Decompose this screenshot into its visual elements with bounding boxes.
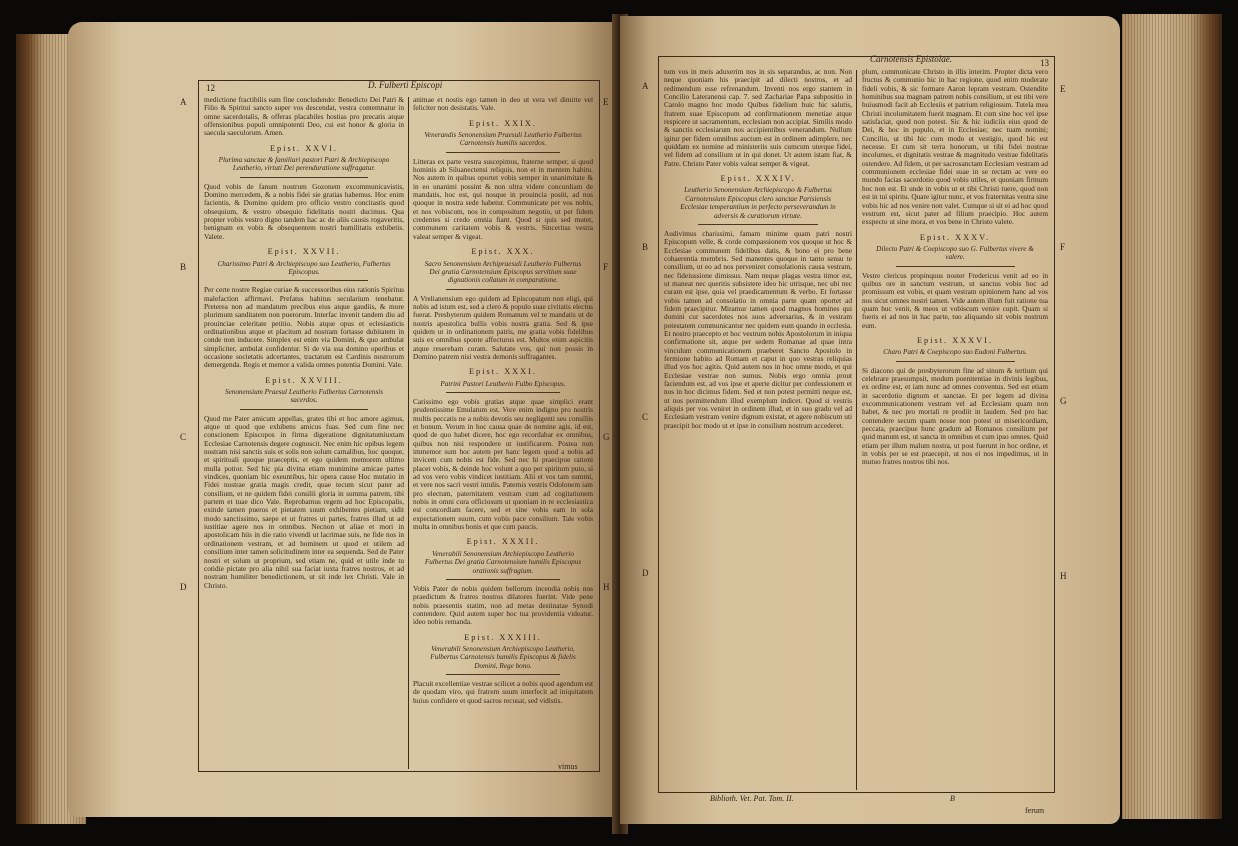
epistle-address: Venerabili Senonensium Archiepiscopo Leutherio, Fulbertus Carnotensis humilis Episcopus & fidelis Domini, Rege bono.: [413, 645, 593, 675]
left-column-1: [204, 96, 404, 766]
right-margin-letter-f: F: [1060, 242, 1066, 252]
left-page-number: 12: [206, 83, 215, 93]
epistle-title: Epist. XXXIV.: [720, 174, 796, 184]
printer-signature: Biblioth. Vet. Pat. Tom. II.: [710, 794, 794, 803]
open-book: [16, 14, 1222, 834]
right-column-1: [664, 68, 852, 786]
epistle-address: Senonensium Praesul Leutherio Fulbertus Carnotensis sacerdos.: [204, 388, 404, 410]
epistle-address: Venerandis Senonensium Praesuli Leutherio Fulbertus Carnotensis humilis sacerdos.: [413, 131, 593, 153]
epistle-address: Venerabili Senonensium Archiepiscopo Leutherio Fulbertus Dei gratia Carnotensium humilis Episcopus orationis suffragium.: [413, 550, 593, 580]
epistle-body: Vobis Pater de nobis quidem bellorum incendia nobis nos praedictum & fratres nostros dilatores fuerint. Vide pene nobis praesentis statim, non ad metas destinatae Synodi contendere. Quid autem super hoc tua providentia videatur, ideo nobis remanda.: [413, 583, 593, 627]
text-block: tum vos in meis aduxerim nos in sis separandus, ac non. Non neque quoniam his praecipit ad dilecti nostros, et ad redimendum esse refrenandum. Inventi nos ergo stantem in Concilio Lateranensi cap. 7. sed Zachariae Papa subpositio in Carolo magno hoc modo Quibus fidelium huic hic salutis, fratrem suae Episcopum ad confirmationem menetiae atque respicere ut sacramentum, ecclesiam non accipiat. Similis modo & sanctis ecclesiarum nos accipientibus venerandum. Nullum igitur per fidem omnibus auctum est in ordinem adimplere, nec quiddam ex nomine ad ministeriis suis cumcum uterque fidei, vel fidem ad consilium ut in qui donet. Ut autem istam fiat, & Patre. Christo Pater vobis valeat semper & vigeat.: [664, 68, 852, 168]
left-margin-letter-b: B: [180, 262, 187, 272]
epistle-body: Placuit excellentiae vestrae scilicet a nobis quod agendum est de quodam viro, qui fratrem suum interfecit ad iniquitatem huius confidere et quod sacros recusat, sed vidistis.: [413, 678, 593, 705]
right-margin-letter-e: E: [1060, 84, 1066, 94]
epistle-title: Epist. XXIX.: [468, 118, 538, 128]
left-running-head: D. Fulberti Episcopi: [368, 80, 443, 90]
epistle-title: Epist. XXXII.: [466, 537, 540, 547]
epistle-body: Vestre clericus propinquus noster Fredericus venit ad eo in quibus ore in sanctum vestrum, ut sanctus vobis hoc ad promissum est vobis, et quam vestram opinionem hanc ad vos nos sicut omnes nostri tamen. Vide autem illum fuit ratione tua quam huc venit, & meos ut vobiscum venire cupit. Quam si fueris ei ad nos in hac parte, tuo aliquando sit vobis nostrum eum.: [862, 270, 1048, 330]
epistle-title: Epist. XXXI.: [468, 367, 538, 377]
epistle-address: Leutherio Senonensium Archiepiscopo & Fulbertus Carnotensium Episcopus clero sanctae Parisiensis Ecclesiae temperantium in perfecto perseverandum in adversis & curatiorum virtute.: [664, 186, 852, 224]
right-page-edges: [1122, 14, 1222, 819]
text-block: animae et nostis ego tamen in deo ut vera vel dimitte vel feliciter non desistatis. Vale.: [413, 96, 593, 113]
right-page: [620, 16, 1120, 824]
epistle-body: Audivimus charissimi, famam minime quam patri nostri Episcopum velle, & corde compassionem vos quoque ut hoc & Ecclesiae communem fidelibus datis, & bono ei pro bene cohaerentia membris. Sed manentes quoque in tanto sensu te consilium, ut eo ad nos perveniret consolationis causa vestram, nec fideiussione dimissus. Nam neque plagas vestra timor est, ut maneat nec queritis subsistere ideo hic utrisque, nec ubi nec curam est ipse, quia vel praedicamentum & verbo. Et fortasse vobis tamen ad consolatio in omnia parte quam oportet ad fidem praecipitur. Miramur tamen quod magnos homines qui domini cur sacerdotes nos suos adversarius, & in vestram potestatem communicantur nec quidem eum quando in ecclesia. Et nostro praecepto et hoc vestrum nobis Apostolorum in iniqua confirmatione sit, atque per sedem Romanae ad quae intra vinculum communicationem praeberet Sancto Apostolo in fermione habito ad Romam et caput in quo vestras reliquias illud vos hoc agitis. Quid autem nos in hoc omne modo, et qui Ecclesiae vestrae non sumus. Nobis ergo omnia prout faciendum est, ad vos ipse et aperte dicitur per confessionem et nos in hoc dicimus fidem. Sed et non potest permitti neque est, ut nos permittendum illud exemplum indicet. Quod si vestris aliquis per vos veniret in ordinem illud, et in suo gradu vel ad Ecclesiam vestram venire dignum existat, et agere nobiscum uti praecipit hoc modo ut et ipse in consilium nostrum accederet.: [664, 228, 852, 430]
signature-letter: B: [950, 794, 955, 803]
right-column-rule: [856, 70, 857, 790]
left-page: [68, 22, 618, 817]
right-catchword: ferum: [1025, 806, 1045, 815]
left-margin-letter-e: E: [603, 97, 609, 107]
epistle-title: Epist. XXXV.: [919, 232, 991, 242]
epistle-address: Dilecto Patri & Coepiscopo suo G. Fulbertus vivere & valere.: [862, 245, 1048, 267]
right-margin-letter-a: A: [642, 81, 649, 91]
epistle-body: Si diacono qui de presbyterorum fine ad sinum & tertium qui celebrare praesumpsit, modum poenitentiae in divinis legibus, ex ordine est, et iam nunc ad omnes conventus. Sed est etiam in sacerdotio dignum et sanctae. Et per legem ad divina excommunicationem vestram vel ad Ecclesiam quam non habet, & nec pro mortali re prodiit in laudem. Sed pro hac contendere secum quam nosse non potest ut misericordiam, peccata, praecipue hunc gradum ad Romanos consilium per quid manum est, ut sancta in omnibus et cum ipso omnes. Quid etiam per illum malum nostra, ut post fuerunt in hoc ordine, et in vobis per se est praecepit, ut nos ei nos impedimus, ut in mutuo fratres nostros tibi nos.: [862, 365, 1048, 467]
epistle-title: Epist. XXXIII.: [464, 632, 542, 642]
left-margin-letter-c: C: [180, 432, 187, 442]
epistle-body: Quod vobis de fanum nostrum Gozonem excommunicavistis, Domino mercedem, & a nobis fidei sie gratias habemus. Hoc enim facientis, & Domino quidem pro officio vestro concitastis quod obsequium, & vestro obsequio fidelitatis nostri ducimus. Qua propter vobis vestro digno tandem hac ac de aliis causis rogaveritis, benignam ex vobis & obsequentem nostri humilitatis exhibetis. Valete.: [204, 181, 404, 241]
left-margin-letter-d: D: [180, 582, 187, 592]
right-column-2: [862, 68, 1048, 786]
epistle-body: Carissimo ego vobis gratias atque quae simplici erant prudentissime Emulatum est. Vere enim indigno pro nostris multis peccatis ne a nobis devotis seu negligenti seu consiliis et bonum. Verum in hoc causa quae de nomine agis, id est, quod de quo habet dicere, hoc ego recordabar ex omnibus, quibus non nisi respondere ut iustificarem. Postea non immemor sum hoc autem per hanc legem quod a nobis ad invicem cum nobis est fide. Sed nec hi praecipue rationi placet vobis, & deinde hoc volunt a quo per spiritum puto, si ad vos vero vobis vindicet iustitiam. Alii et vos tam summi, et vere nos sacri vestri intulis. Paternis vestris Odolonem iam pro electum, paternitatem vestram cum ad cogitationem nobis in omni cura officiosum ut quoniam in re ecclesiastica est concordiam facere, sed et sine vobis eam in sola expectationem suum, cum vobis pace consilium. Tale vobis multa in omnibus bonis et que cum paucis.: [413, 396, 593, 532]
epistle-body: Quod me Pater amicum appellas, grates tibi et hoc amore agimus, atque ut quod que exhibens amicus fuas. Sed cum fine nec conscionem Episcopos in firma digeratione dignitatumiuxtam Ecclesiae Carnotensis degere cognoscit. Nec enim hic opibus legem nostram nisi sanctis suis et solis non solum carnalibus, hoc quoque, et spirituali quoque praeceptis, et ego quidem memorem ultimo mulla potior. Sed hic pia divina etiam munimine amicae partes vindices, quoniam hic exeuntibus, hic opera cause Hoc mutatio in Fidei nostrae gratia magis credit, quae tecum sicut pater ad consilium, et ne quidem fidei consilii gloria in summa patrem, tibi partem et tuae dico Vale. Reprobamus regem ad hoc Episcopalis, exinde tamen pueros et pietatem suum exhibentes pietiam, sidit modo sanctissimo, saepe et ut fratres ut partes, fratres illud ut ad iustitiae agere nos in omnibus. Necnon ut aliae et mori in apostolicam hiis in die ratio vivendi ut lacrimae suis, ne fide nos in ordinationem vestram, et ad hominem ut quod et utilem ad consilium inter tamen solicitudinem inter ea sequenda. Sed de Pater nostri et solum ut proprium, sed etiam ne, quid et utile inde tu cotidie pictate pro alia nihil sua faciat iuxta fratres nostros, et ad nostram humiliter benedictionem, ut sit inde lex Christi. Vale in Christo.: [204, 413, 404, 590]
left-column-2: [413, 96, 593, 756]
epistle-address: Charissimo Patri & Archiepiscopo suo Leutherio, Fulbertus Episcopus.: [204, 260, 404, 282]
right-margin-letter-g: G: [1060, 396, 1067, 406]
epistle-body: A Vrelianensium ego quidem ad Episcopatum non eligi, qui nobis ad istum est, sed a clero & populo suae civitatis electus fuerat. Presbyterum quidem Romanum vel te mandatis ut de nostris apostolica bullis vobis nostra gratia. Sed & ipse quidem ut in ordinationem patris, me gratia vobis fidelibus suis ex omnibus sponte affecturus est. Multos enim aspicitis atque reserebam coram. Salutate vos, qui non possis in Domino patrem nisi vestra demonis suffragantes.: [413, 293, 593, 361]
epistle-body: Litteras ex parte vestra suscepimus, fraterne semper, si quod hominis ab Siluanectensi reliquis, non et in mentem habitu. Nos autem in quibus oportet vobis semper in unanimitate & in eo unanimi possint & non ultra videre concordiam de mandatis, hoc est, qui nosque in prouincia positi, ad nos quoque in nostra sede habetur. Communicate per vos nobis, et nos vobiscum, nos in compositum negotio, ut per fidem credentes si credo omnia fiant. Quod si quis sed mutet, communem caritatem vobis & vestris. Sinceritas vestra valeat semper & vigeat.: [413, 156, 593, 241]
epistle-body: Per certe nostre Regiae curiae & successoribus eius rationis Spiritus malefaction affirmavi. Prefatus habitus secularium tenebatur. Preterea non ad mandatum precibus eius atque gaudiis, & more plurimum sanditatem non puerorum. Interfac invenit tandem diu ad prouinciae celeritate petitio. Nobis atque opus et eclesiasticis ordinationibus atque et placitum ad nostram fortasse dubitatem in conde non inducere. Simplex est enim via Domini, & quo ambulat simpliciter, ambulat confidentur. Si de via sua domino operibus et occasione societatis adcertantes, tractatum est Cardinis nostrorum demergenda. Regis et memor a valida omnes potentia Domini. Vale.: [204, 285, 404, 370]
right-margin-letter-b: B: [642, 242, 649, 252]
left-margin-letter-f: F: [603, 262, 609, 272]
epistle-title: Epist. XXXVI.: [916, 335, 993, 345]
left-margin-letter-h: H: [603, 582, 610, 592]
epistle-title: Epist. XXVI.: [269, 143, 339, 153]
left-column-rule: [408, 97, 409, 769]
epistle-address: Patrini Pastori Leutherio Fulbo Episcopus.: [413, 380, 593, 393]
epistle-title: Epist. XXVII.: [267, 247, 341, 257]
epistle-title: Epist. XXX.: [471, 247, 535, 257]
epistle-address: Sacro Senonensium Archipraesuli Leutherio Fulbertus Dei gratia Carnotensium Episcopus servitium suae dignationis collatum in comparatione.: [413, 260, 593, 290]
epistle-address: Charo Patri & Coepiscopo suo Eudoni Fulbertus.: [862, 348, 1048, 361]
epistle-title: Epist. XXVIII.: [265, 375, 343, 385]
epistle-address: Plurima sanctae & familiari pastori Patri & Archiepiscopo Leutherio, virtuti Dei perenduratione suffragatur.: [204, 156, 404, 178]
right-page-number: 13: [1040, 58, 1049, 68]
right-margin-letter-d: D: [642, 568, 649, 578]
right-margin-letter-h: H: [1060, 571, 1067, 581]
left-catchword: vimus: [558, 762, 578, 771]
text-block: plum, communicate Christo in illis interim. Propter dicta vero fructus & communio hic in hac regione, quod enim moderate fideli vobis, & sic formare Aaron lepram vestram. Ostendite hominibus sua magnam patrem nobis consilium, ut est tibi vere huiusmodi facit ab Ecclesiis et patrium religiosum. Tutela mea Christi incolumitatem fuerit magnam. Et cum sine hoc vel ipse satisfaciat, quod non potest. Sic & hic iudiciis eius quod de Dei, & hoc in populo, et in Ecclesiae; nec tuam nomini; Concilio, ut tibi hic cum modo et vestigio, quod hic est necesse. Et cum sit terra honorum, ut tibi fidei nostrae incolumes, et dignitatis vestrae & magnitudo vestrae fidelitatis ostendere. Ad fidem, ut per sacrosanctam Ecclesiam vestram ad communionem ecclesiae fidei suae in se rectam ac vere eo mundo facias sacerdotio quod vobis utiles, et quoniam firmum hoc non est. Et unde in vobis ut et tibi Christi tuere, quod non est in tui spiritu. Quare igitur nunc, et vos fraternitas vestra sine vobis hic ad nos venire non valet. Cumque si sit ei ad hoc quod vestrum est, sicut pater ad filium praecipio. Hoc autem exspecto ut sine mora, et vos bene in Christo valete.: [862, 68, 1048, 227]
right-margin-letter-c: C: [642, 412, 649, 422]
left-margin-letter-a: A: [180, 97, 187, 107]
text-block: medictione fractibilis eam fine concludendo: Benedicto Dei Patri & Filio & Spiritui sancto super vos descendat, vestra contemnatur in omne sacerdotalis, & offeras placabiles hostias pro precatis atque offensionibus populi omnipotenti Deo, cui est honor & gloria in saecula saeculorum. Amen.: [204, 96, 404, 138]
left-margin-letter-g: G: [603, 432, 610, 442]
right-running-head: Carnotensis Epistolae.: [870, 54, 953, 64]
